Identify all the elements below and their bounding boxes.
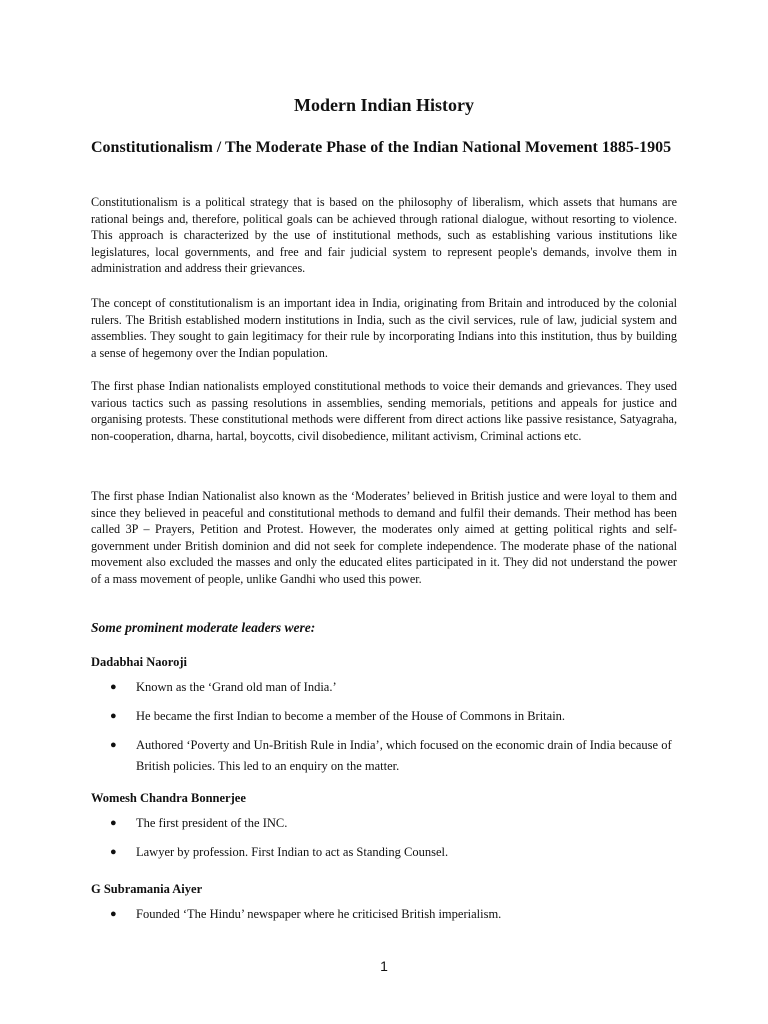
list-item-text: He became the first Indian to become a member of the House of Commons in Britain. (136, 709, 566, 723)
bullet-icon: ● (110, 846, 117, 858)
leader-name-g-subramania-aiyer: G Subramania Aiyer (91, 882, 203, 896)
list-item (110, 813, 677, 834)
leader-name-womesh-chandra-bonnerjee: Womesh Chandra Bonnerjee (91, 791, 246, 805)
list-item-text: Founded ‘The Hindu’ newspaper where he criticised British imperialism. (136, 907, 502, 921)
bullet-icon: ● (110, 739, 117, 751)
bullet-icon: ● (110, 681, 117, 693)
list-item-text: Authored ‘Poverty and Un-British Rule in India’, which focused on the economic drain of India because of British policies. This led to an enquiry on the matter. (136, 738, 672, 773)
paragraph-constitutionalism-india: The concept of constitutionalism is an important idea in India, originating from Britain and introduced by the colonial rulers. The British established modern institutions in India, such as the civil services, rule of law, judicial system and assemblies. They sought to gain legitimacy for their rule by incorporating Indians into this institution, thus by building a sense of hegemony over the Indian population. (91, 296, 677, 360)
list-item (110, 904, 677, 925)
bullet-icon: ● (110, 710, 117, 722)
section-heading: Constitutionalism / The Moderate Phase of the Indian National Movement 1885-1905 (91, 139, 672, 156)
list-item-text: The first president of the INC. (136, 816, 288, 830)
page-number: 1 (380, 958, 388, 974)
list-item (110, 735, 677, 777)
bullet-icon: ● (110, 817, 117, 829)
paragraph-first-phase-methods: The first phase Indian nationalists employed constitutional methods to voice their demands and grievances. They used various tactics such as passing resolutions in assemblies, sending memorials, petitions and appeals for justice and organising protests. These constitutional methods were different from direct actions like passive resistance, Satyagraha, non-cooperation, dharna, hartal, boycotts, civil disobedience, militant activism, Criminal actions etc. (91, 379, 677, 443)
list-item (110, 677, 677, 698)
list-item-text: Known as the ‘Grand old man of India.’ (136, 680, 337, 694)
paragraph-constitutionalism-definition: Constitutionalism is a political strategy that is based on the philosophy of liberalism, which assets that humans are rational beings and, therefore, political goals can be achieved through rational dialogue, without resorting to violence. This approach is characterized by the use of institutional methods, such as establishing various institutions like legislatures, local governments, and free and fair judicial system to represent people's demands, involve them in administration and address their grievances. (91, 195, 677, 276)
document-title: Modern Indian History (293, 95, 475, 115)
bullet-icon: ● (110, 908, 117, 920)
list-item (110, 706, 677, 727)
paragraph-moderates: The first phase Indian Nationalist also known as the ‘Moderates’ believed in British justice and were loyal to them and since they believed in peaceful and constitutional methods to demand and fulfil their demands. Their method has been called 3P – Prayers, Petition and Protest. However, the moderates only aimed at getting political rights and self-government under British dominion and did not seek for complete independence. The moderate phase of the national movement also excluded the masses and only the educated elites participated in it. They did not understand the power of a mass movement of people, unlike Gandhi who used this power. (91, 489, 677, 586)
leaders-heading: Some prominent moderate leaders were: (91, 620, 316, 635)
list-item (110, 842, 677, 863)
leader-name-dadabhai-naoroji: Dadabhai Naoroji (91, 655, 187, 669)
list-item-text: Lawyer by profession. First Indian to act as Standing Counsel. (136, 845, 449, 859)
